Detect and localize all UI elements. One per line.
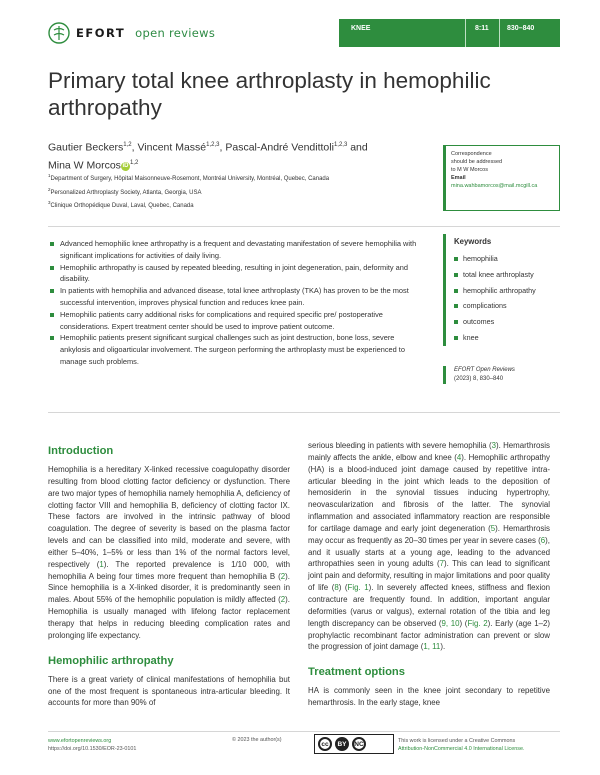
text-run: ). Hemarthrosis may occur as frequently as 20–30 times per year in severe cases ( — [308, 523, 550, 545]
text-run: ). In severely affected knees, stiffness and flexion contracture are frequently found. In addition, important angular deformities (varus or valgus), external rotation of the tibia and leg length discrepancy can be observed ( — [308, 583, 550, 628]
reference-link[interactable]: 9, 10 — [441, 618, 460, 628]
hemo-paragraph: There is a great variety of clinical manifestations of hemophilia but one of the most frequent is spontaneous intra-articular bleeding. It accounts for more than 90% of — [48, 674, 290, 708]
reference-link[interactable]: 1, 11 — [423, 642, 441, 652]
keyword: knee — [454, 330, 560, 346]
header-divider — [465, 19, 466, 47]
intro-paragraph — [48, 464, 290, 642]
cc-license-badge[interactable] — [314, 734, 394, 754]
logo-word-open-reviews: open reviews — [135, 26, 216, 40]
left-column — [48, 444, 290, 709]
email-label: Email — [451, 175, 466, 181]
section-label: KNEE — [351, 25, 371, 32]
author: Vincent Massé — [137, 141, 207, 154]
correspondence-line: to M W Morcos — [451, 167, 488, 173]
license-link[interactable]: Attribution-NonCommercial 4.0 International License. — [398, 746, 525, 752]
reference-link[interactable]: 2 — [280, 571, 286, 581]
divider — [48, 412, 560, 413]
section-heading-introduction: Introduction — [48, 445, 114, 457]
reference-link[interactable]: 4 — [456, 452, 462, 462]
keywords-box — [443, 234, 560, 346]
author-affiliation-marker: 1,2 — [129, 159, 139, 166]
reference-link[interactable]: 1 — [99, 559, 104, 569]
license-text — [398, 737, 560, 753]
key-point: In patients with hemophilia and advanced disease, total knee arthroplasty (TKA) has proven to be the most successful intervention, improves physical function and reduces knee pain. — [48, 285, 423, 309]
divider — [48, 731, 560, 732]
key-points-list — [48, 238, 423, 368]
text-run: Hemophilia is a hereditary X-linked recessive coagulopathy disorder resulting from blood clotting factor deficiency or dysfunction. There are two major types of hemophilia namely hemophilia A, deficiency of clotting factor VIII and hemophilia B, deficiency of clotting factor IX. These factors are involved in the intrinsic pathway of blood coagulation. The degree of severity is based on the plasma factor levels and can be classified into mild, moderate and severe, with either 5–40%, 1–5% or less than 1% of the normal factors level, respectively ( — [48, 465, 290, 569]
page-range: 830–840 — [507, 25, 535, 32]
journal-logo — [48, 22, 215, 44]
author-separator: , — [219, 141, 226, 154]
text-run: ). This can lead to significant joint pain and deformity, resulting in major limitations and poor quality of life ( — [308, 559, 551, 593]
author: Pascal-André Vendittoli — [225, 141, 334, 154]
reference-link[interactable]: 6 — [540, 535, 546, 545]
keyword: hemophilic arthropathy — [454, 283, 560, 299]
body-paragraph — [308, 440, 550, 653]
efort-emblem-icon — [48, 22, 70, 44]
text-run: ). Hemarthrosis mainly affects the ankle, elbow and knee ( — [308, 441, 550, 462]
text-run: ). Early (age 1–2) prophylactic recombinant factor administration can prevent or slow the progression of joint damage ( — [308, 618, 550, 652]
volume-issue: 8:11 — [475, 25, 489, 32]
text-run: serious bleeding in patients with severe hemophilia ( — [308, 441, 492, 450]
author-affiliation-marker: 1,2,3 — [333, 142, 348, 148]
affiliation — [48, 171, 428, 185]
by-icon: BY — [335, 737, 349, 751]
affiliation — [48, 198, 428, 212]
text-run: ). Hemophilic arthropathy (HA) is a blood-induced joint damage caused by repetitive intra-articular bleeding in the joint which leads to the deposition of hemosiderin in the synovial tissues inducing hypertrophy, neovascularization and fibrosis of the latter. The synovial inflammation and associated inflammatory reaction are responsible for cartilage damage and early joint degeneration ( — [308, 452, 551, 533]
affiliation — [48, 185, 428, 199]
reference-link[interactable]: 7 — [439, 559, 444, 569]
text-run: ). — [440, 642, 446, 652]
keywords-heading: Keywords — [454, 237, 492, 246]
text-run: ). Since hemophilia is a X-linked disorder, it is predominantly seen in males. About 55% of the hemophilic population is mildly affected ( — [48, 571, 290, 605]
key-point: Hemophilic arthropathy is caused by repeated bleeding, resulting in joint degeneration, pain, deformity and disability. — [48, 262, 423, 286]
keyword: hemophilia — [454, 251, 560, 267]
author-affiliation-marker: 1,2,3 — [206, 142, 220, 148]
orcid-icon[interactable]: iD — [122, 163, 129, 169]
license-line: This work is licensed under a Creative Commons — [398, 738, 516, 744]
reference-link[interactable]: 5 — [490, 523, 496, 533]
header-divider — [499, 19, 500, 47]
author-separator: , — [131, 141, 138, 154]
author-separator: and — [347, 141, 368, 154]
keyword: complications — [454, 298, 560, 314]
copyright: © 2023 the author(s) — [232, 737, 282, 743]
figure-link[interactable]: Fig. 1 — [347, 583, 369, 593]
right-column — [308, 440, 550, 709]
text-run: ). Hemophilia is usually managed with lifelong factor replacement therapy that helps in reducing bleeding complication rates and prolonging life expectancy. — [48, 595, 290, 640]
reference-link[interactable]: 8 — [334, 583, 339, 593]
key-point: Advanced hemophilic knee arthropathy is a frequent and devastating manifestation of severe hemophilia with significant implications for activities of daily living. — [48, 238, 423, 262]
section-heading-treatment-options: Treatment options — [308, 666, 405, 679]
correspondence-box — [443, 145, 560, 211]
text-run: ). The reported prevalence is 1/10 000, with hemophilia A being four times more frequent than hemophilia B ( — [48, 559, 291, 581]
author: Mina W Morcos — [48, 159, 121, 171]
website-link[interactable]: www.efortopenreviews.org — [48, 738, 112, 744]
doi-link[interactable]: https://doi.org/10.1530/EOR-23-0101 — [48, 746, 137, 752]
affiliation-number: 3 — [48, 200, 51, 205]
author-affiliation-marker: 1,2 — [123, 142, 132, 148]
nc-icon: NC — [352, 737, 366, 751]
author-list — [48, 138, 428, 173]
treatment-paragraph: HA is commonly seen in the knee joint secondary to repetitive hemarthrosis. In the early stage, knee — [308, 686, 550, 708]
correspondence-line: should be addressed — [451, 159, 503, 165]
text-run: ) ( — [459, 618, 468, 628]
correspondence-line: Correspondence — [451, 151, 492, 157]
citation-journal: EFORT Open Reviews — [454, 367, 515, 373]
citation-detail: (2023) 8, 830–840 — [454, 376, 504, 382]
journal-header-bar — [339, 19, 560, 47]
footer-links — [48, 737, 136, 753]
key-point: Hemophilic patients present significant surgical challenges such as joint destruction, bone loss, severe ankylosis and oligoarticular involvement. The surgeon performing the arthroplasty must be experienced to manage such problems. — [48, 332, 423, 367]
key-point: Hemophilic patients carry additional risks for complications and required specific pre/ postoperative considerations. Expert treatment center should be used to improve patient outcome. — [48, 309, 423, 333]
cc-icon: cc — [318, 737, 332, 751]
reference-link[interactable]: 2 — [280, 595, 286, 605]
logo-word-efort: EFORT — [76, 26, 126, 40]
reference-link[interactable]: 3 — [491, 441, 496, 450]
affiliation-text: Department of Surgery, Hôpital Maisonneuve-Rosemont, Montréal University, Montréal, Quebec, Canada — [50, 176, 330, 182]
article-title: Primary total knee arthroplasty in hemophilic arthropathy — [48, 68, 491, 120]
citation-box — [443, 366, 560, 384]
author: Gautier Beckers — [48, 141, 124, 154]
affiliation-number: 2 — [48, 186, 51, 192]
figure-link[interactable]: Fig. 2 — [467, 618, 488, 628]
affiliation-text: Personalized Arthroplasty Society, Atlanta, Georgia, USA — [50, 189, 202, 196]
section-heading-hemophilic-arthropathy: Hemophilic arthropathy — [48, 654, 174, 667]
keyword: outcomes — [454, 314, 560, 330]
divider — [48, 226, 560, 227]
affiliation-list — [48, 171, 428, 212]
email-link[interactable]: mina.wahbamorcos@mail.mcgill.ca — [451, 183, 538, 189]
affiliation-text: Clinique Orthopédique Duval, Laval, Quebec, Canada — [50, 203, 194, 209]
text-run: ), and it usually starts at a young age, leading to the advanced arthropathies seen in young adults ( — [308, 535, 550, 569]
affiliation-number: 1 — [48, 173, 51, 178]
text-run: ) ( — [338, 583, 348, 593]
keyword: total knee arthroplasty — [454, 267, 560, 283]
